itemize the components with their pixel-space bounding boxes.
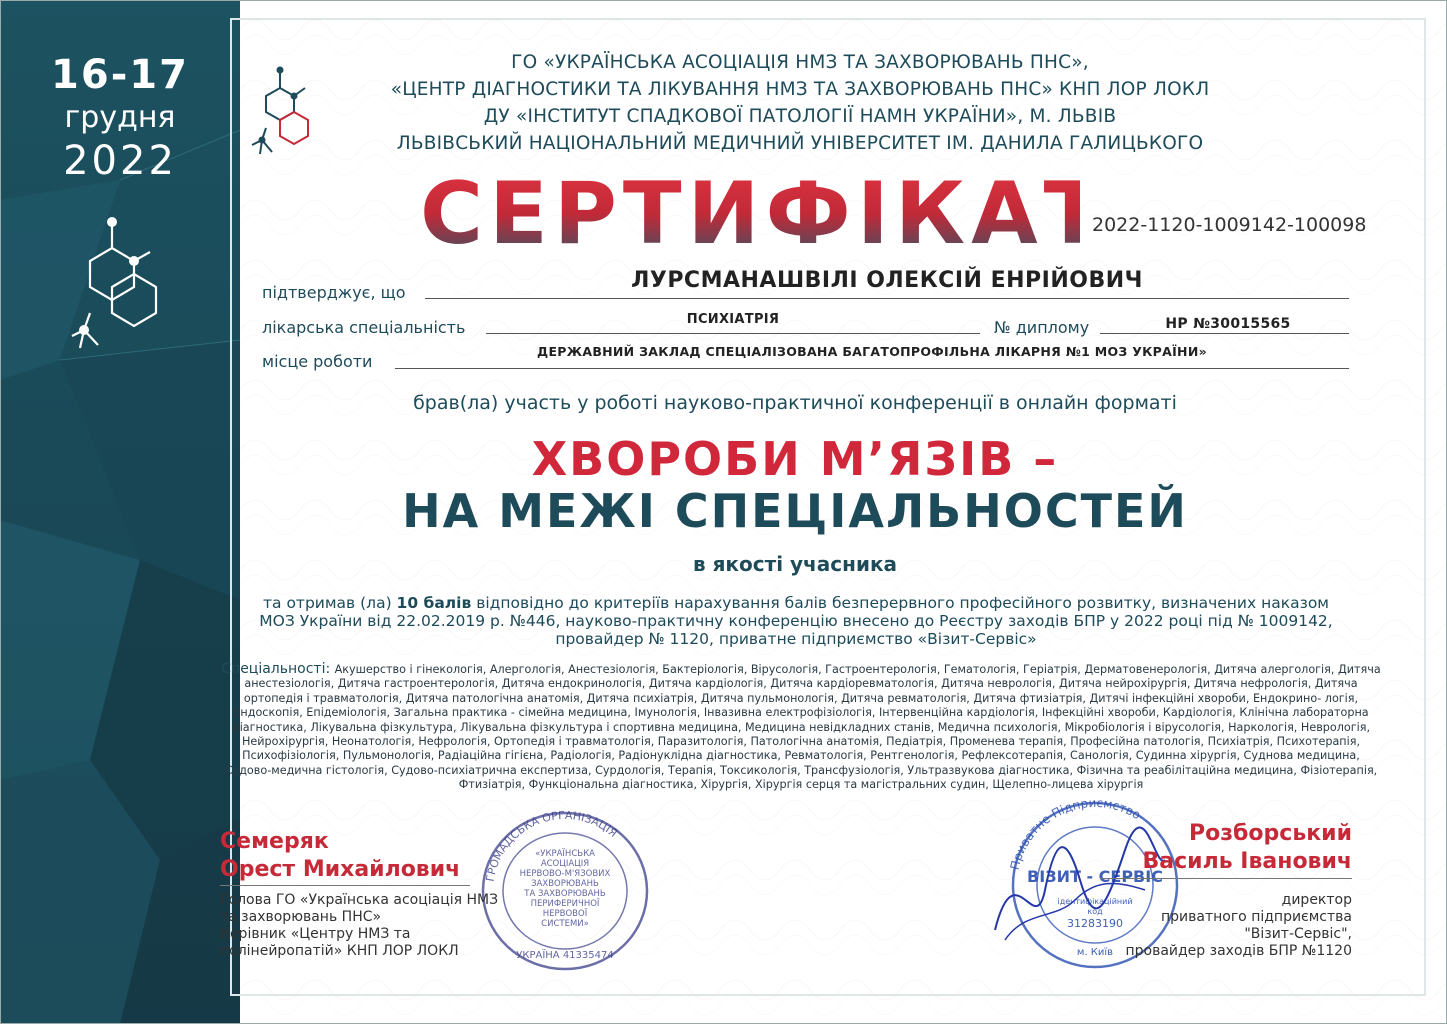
organizer-line-1: ГО «УКРАЇНСЬКА АСОЦІАЦІЯ НМЗ ТА ЗАХВОРЮВАНЬ ПНС», <box>511 52 1089 73</box>
points-paragraph <box>256 594 1336 648</box>
participant-name: ЛУРСМАНАШВІЛІ ОЛЕКСІЙ ЕНРІЙОВИЧ <box>631 268 1143 293</box>
left-stamp-ring-text: ГРОМАДСЬКА ОРГАНІЗАЦІЯ <box>483 808 620 883</box>
specialties-text: Акушерство і гінекологія, Алергологія, Анестезіологія, Бактеріологія, Вірусологія, Гастроентерологія, Гематологія, Геріатрія, Дерматовенерологія, Дитяча алергологія, Дитяча анестезіологія, Дитяча гастроентерологія, Дитяча ендокринологія, Дитяча кардіологія, Дитяча кардіоревматологія, Дитяча неврологія, Дитяча нейрохірургія, Дитяча нефрологія, Дитяча ортопедія і травматологія, Дитяча патологічна анатомія, Дитяча психіатрія, Дитяча пульмонологія, Дитяча ревматологія, Дитяча фтизіатрія, Дитячі інфекційні хвороби, Ендокрино- логія, Ендоскопія, Епідеміологія, Загальна практика - сімейна медицина, Імунологія, Інвазивна електрофізіологія, Інтервенційна кардіологія, Інфекційні хвороби, Кардіологія, Клінічна лабораторна діагностика, Лікувальна фізкультура, Лікувальна фізкультура і спортивна медицина, Медицина невідкладних станів, Медична психологія, Мікробіологія і вірусологія, Наркологія, Неврологія, Нейрохірургія, Неонатологія, Нефрологія, Ортопедія і травматологія, Паразитологія, Патологічна анатомія, Педіатрія, Променева терапія, Професійна патологія, Психіатрія, Психотерапія, Психофізіологія, Пульмонологія, Радіаційна гігієна, Радіологія, Радіонуклідна діагностика, Ревматологія, Рентгенологія, Рефлексотерапія, Санологія, Судинна хірургія, Суднова медицина, Судово-медична гістологія, Судово-психіатрична експертиза, Сурдологія, Терапія, Токсикологія, Трансфузіологія, Ультразвукова діагностика, Фізична та реабілітаційна медицина, Фізіотерапія, Фтизіатрія, Функціональна діагностика, Хірургія, Хірургія серця та магістральних судин, Щелепно-лицева хірургія <box>224 663 1381 792</box>
conference-title-line-1: ХВОРОБИ М’ЯЗІВ – <box>531 432 1059 486</box>
specialties-label: Спеціальності: <box>221 661 335 677</box>
certificate-number: 2022-1120-1009142-100098 <box>1092 214 1367 236</box>
right-signatory-name-2: Василь Іванович <box>1142 849 1352 874</box>
right-stamp-center: ВІЗИТ - СЕРВІС <box>1027 867 1163 886</box>
diploma-value: НР №30015565 <box>1165 316 1291 332</box>
participation-text: брав(ла) участь у роботі науково-практичної конференції в онлайн форматі <box>413 392 1177 414</box>
specialty-underline <box>486 333 980 334</box>
right-stamp-ring-text: Приватне Підприємство <box>1007 795 1144 872</box>
organizer-line-4: ЛЬВІВСЬКИЙ НАЦІОНАЛЬНИЙ МЕДИЧНИЙ УНІВЕРСИТЕТ ІМ. ДАНИЛА ГАЛИЦЬКОГО <box>396 133 1204 154</box>
left-title-line: полінейропатій» КНП ЛОР ЛОКЛ <box>220 943 459 959</box>
points-pre: та отримав (ла) <box>262 594 397 612</box>
left-title-line: Керівник «Центру НМЗ та <box>220 926 411 942</box>
left-stamp-line: СИСТЕМИ» <box>541 919 589 929</box>
right-stamp-bottom: м. Київ <box>1076 947 1114 958</box>
left-stamp-line: ЗАХВОРЮВАНЬ <box>531 879 599 889</box>
specialty-value: ПСИХІАТРІЯ <box>686 312 780 327</box>
right-stamp-code: ідентифікаційний <box>1057 897 1133 906</box>
right-title-line: "Візит-Сервіс", <box>1244 926 1352 942</box>
date-month: грудня <box>64 100 176 135</box>
right-signature-line <box>1100 878 1352 879</box>
left-signatory-title <box>220 892 498 960</box>
left-title-line: та захворювань ПНС» <box>220 909 382 925</box>
points-count: 10 балів <box>396 594 472 612</box>
specialty-label: лікарська спеціальність <box>262 318 466 337</box>
name-underline <box>425 298 1349 299</box>
organizer-line-3: ДУ «ІНСТИТУТ СПАДКОВОЇ ПАТОЛОГІЇ НАМН УКРАЇНИ», М. ЛЬВІВ <box>483 106 1117 127</box>
workplace-value: ДЕРЖАВНИЙ ЗАКЛАД СПЕЦІАЛІЗОВАНА БАГАТОПРОФІЛЬНА ЛІКАРНЯ №1 МОЗ УКРАЇНИ» <box>537 344 1207 359</box>
points-post: відповідно до критеріїв нарахування балів безперервного професійного розвитку, визначених наказом МОЗ України від 22.02.2019 р. №446, науково-практичну конференцію внесено до Реєстру заходів БПР у 2022 році під № 1009142, провайдер № 1120, приватне підприємство «Візит-Сервіс» <box>259 594 1333 648</box>
workplace-label: місце роботи <box>262 352 373 371</box>
workplace-underline <box>395 368 1349 369</box>
right-signatory-title <box>1125 892 1352 960</box>
diploma-underline <box>1100 333 1349 334</box>
date-days: 16-17 <box>51 52 189 98</box>
right-title-line: приватного підприємства <box>1160 909 1352 925</box>
diploma-label: № диплому <box>994 318 1090 337</box>
right-stamp-code: код <box>1087 907 1103 916</box>
right-stamp-code: 31283190 <box>1067 917 1123 930</box>
conference-title-line-2: НА МЕЖІ СПЕЦІАЛЬНОСТЕЙ <box>402 484 1188 538</box>
left-stamp-bottom: УКРАЇНА 41335474 <box>516 950 614 961</box>
left-signatory-name-1: Семеряк <box>220 829 329 854</box>
right-title-line: директор <box>1281 892 1352 908</box>
left-organization-stamp <box>470 806 660 976</box>
organizer-line-2: «ЦЕНТР ДІАГНОСТИКИ ТА ЛІКУВАННЯ НМЗ ТА ЗАХВОРЮВАНЬ ПНС» КНП ЛОР ЛОКЛ <box>390 79 1210 100</box>
participation-role: в якості учасника <box>692 552 898 576</box>
certificate-title: СЕРТИФІКАТ <box>420 164 1109 264</box>
left-title-line: Голова ГО «Українська асоціація НМЗ <box>220 892 499 908</box>
right-signatory-name-1: Розборський <box>1189 821 1352 846</box>
left-stamp-line: НЕРВОВОЇ <box>542 909 588 919</box>
left-stamp-line: «УКРАЇНСЬКА <box>535 849 595 859</box>
left-signatory-name-2: Орест Михайлович <box>220 857 461 882</box>
right-title-line: провайдер заходів БПР №1120 <box>1125 943 1352 959</box>
left-stamp-line: АСОЦІАЦІЯ <box>540 859 590 869</box>
left-stamp-line: НЕРВОВО-М'ЯЗОВИХ <box>519 869 611 879</box>
confirms-label: підтверджує, що <box>262 283 406 302</box>
left-stamp-line: ТА ЗАХВОРЮВАНЬ <box>524 889 606 899</box>
left-stamp-line: ПЕРИФЕРИЧНОЇ <box>530 899 600 909</box>
left-signature-line <box>220 885 470 886</box>
specialties-list <box>218 662 1384 793</box>
date-year: 2022 <box>63 138 177 184</box>
